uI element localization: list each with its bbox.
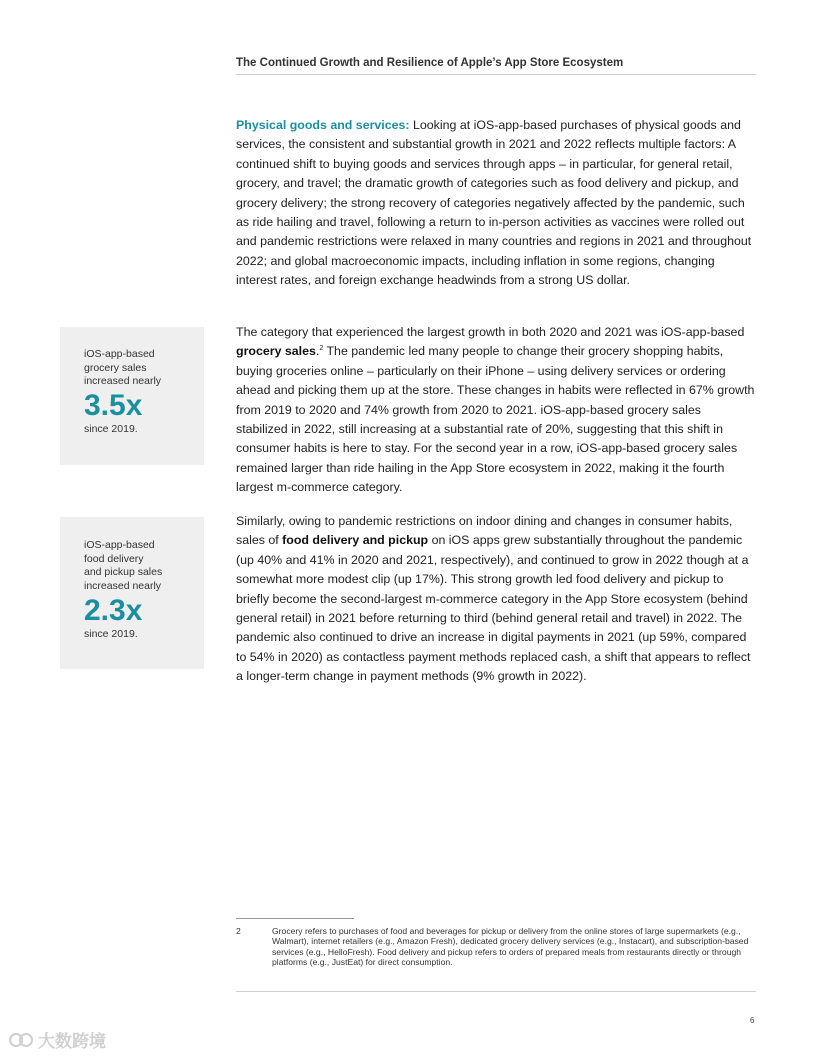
bold-term: grocery sales xyxy=(236,344,316,359)
footnote xyxy=(236,926,756,968)
paragraph-text: Similarly, owing to pandemic restrictions on indoor dining and changes in consumer habits, sales of xyxy=(236,514,733,548)
paragraph-text: Looking at iOS-app-based purchases of physical goods and services, the consistent and substantial growth in 2021 and 2022 reflects multiple factors: A continued shift to buying goods and services through apps – in particular, for general retail, grocery, and travel; the dramatic growth of categories such as food delivery and pickup, and grocery delivery; the strong recovery of categories negatively affected by the pandemic, such as ride hailing and travel, following a return to in-person activities as vaccines were rolled out and pandemic restrictions were relaxed in many countries and regions in 2021 and throughout 2022; and global macroeconomic impacts, including inflation in some regions, changing interest rates, and foreign exchange headwinds from a strong US dollar. xyxy=(236,118,752,288)
footnote-number: 2 xyxy=(236,926,241,936)
callout-food-delivery xyxy=(60,517,204,669)
footnote-text: Grocery refers to purchases of food and beverages for pickup or delivery from the online stores of large supermarkets (e.g., Walmart), internet retailers (e.g., Amazon Fresh), dedicated grocery delivery services (e.g., Instacart), and subscription-based services (e.g., HelloFresh). Food delivery and pickup refers to orders of prepared meals from restaurants directly or through platforms (e.g., JustEat) for direct consumption. xyxy=(272,926,749,968)
callout-label: iOS-app-based food delivery and pickup sales increased nearly xyxy=(84,539,163,593)
bottom-divider xyxy=(236,991,756,992)
callout-grocery xyxy=(60,327,204,465)
bold-term: food delivery and pickup xyxy=(282,533,429,548)
callout-since: since 2019. xyxy=(84,627,138,640)
watermark xyxy=(8,1027,106,1052)
paragraph-lead: Physical goods and services: xyxy=(236,118,410,132)
callout-value: 3.5x xyxy=(84,389,143,423)
callout-label: iOS-app-based grocery sales increased nearly xyxy=(84,348,162,388)
paragraph-text: . xyxy=(315,344,320,359)
callout-value: 2.3x xyxy=(84,593,143,627)
paragraph-food-delivery xyxy=(236,512,756,687)
document-header: The Continued Growth and Resilience of Apple’s App Store Ecosystem xyxy=(236,57,756,75)
watermark-logo-icon xyxy=(8,1031,34,1049)
watermark-text: 大数跨境 xyxy=(38,1032,106,1051)
paragraph-text: The pandemic led many people to change their grocery shopping habits, buying groceries online – particularly on their iPhone – using delivery services or ordering ahead and picking them up at the store. These changes in habits were reflected in 67% growth from 2019 to 2020 and 74% growth from 2020 to 2021. iOS-app-based grocery sales stabilized in 2022, still increasing at a substantial rate of 20%, suggesting that this shift in consumer habits is here to stay. For the second year in a row, iOS-app-based grocery sales remained larger than ride hailing in the App Store ecosystem in 2022, making it the fourth largest m-commerce category. xyxy=(236,344,755,495)
paragraph-text: on iOS apps grew substantially throughout the pandemic (up 40% and 41% in 2020 and 2021, respectively), and continued to grow in 2022 though at a somewhat more modest clip (up 17%). This strong growth led food delivery and pickup to briefly become the second-largest m-commerce category in the App Store ecosystem (behind general retail) in 2021 before returning to third (behind general retail and travel) in 2022. The pandemic also continued to drive an increase in digital payments in 2021 (up 59%, compared to 54% in 2020) as contactless payment methods replaced cash, a shift that appears to reflect a longer-term change in payment methods (9% growth in 2022). xyxy=(236,533,751,684)
page-number: 6 xyxy=(750,1016,755,1025)
footnote-reference[interactable]: 2 xyxy=(319,345,324,353)
callout-since: since 2019. xyxy=(84,423,138,436)
paragraph-grocery xyxy=(236,323,756,498)
paragraph-text: The category that experienced the largest growth in both 2020 and 2021 was iOS-app-based xyxy=(236,325,745,339)
footnote-divider xyxy=(236,918,354,919)
paragraph-physical-goods xyxy=(236,116,756,291)
